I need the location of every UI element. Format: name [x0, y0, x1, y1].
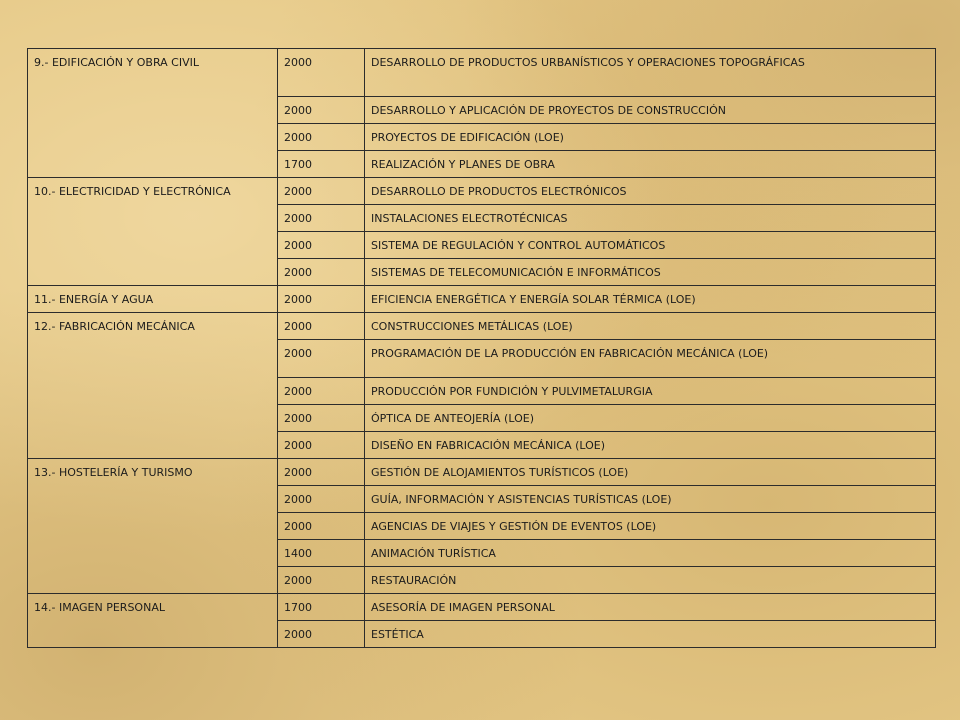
table-row [28, 459, 936, 486]
table-row [28, 178, 936, 205]
family-cell: 14.- IMAGEN PERSONAL [28, 594, 278, 648]
course-title-cell: GESTIÓN DE ALOJAMIENTOS TURÍSTICOS (LOE) [365, 459, 936, 486]
course-title-cell: EFICIENCIA ENERGÉTICA Y ENERGÍA SOLAR TÉRMICA (LOE) [365, 286, 936, 313]
family-cell: 10.- ELECTRICIDAD Y ELECTRÓNICA [28, 178, 278, 286]
course-title-cell: ÓPTICA DE ANTEOJERÍA (LOE) [365, 405, 936, 432]
course-title-cell: INSTALACIONES ELECTROTÉCNICAS [365, 205, 936, 232]
course-title-cell: GUÍA, INFORMACIÓN Y ASISTENCIAS TURÍSTICAS (LOE) [365, 486, 936, 513]
table-row [28, 49, 936, 97]
hours-cell: 2000 [278, 459, 365, 486]
family-cell: 9.- EDIFICACIÓN Y OBRA CIVIL [28, 49, 278, 178]
course-title-cell: SISTEMA DE REGULACIÓN Y CONTROL AUTOMÁTICOS [365, 232, 936, 259]
courses-table [27, 48, 936, 648]
hours-cell: 2000 [278, 232, 365, 259]
course-title-cell: AGENCIAS DE VIAJES Y GESTIÓN DE EVENTOS (LOE) [365, 513, 936, 540]
table-row [28, 594, 936, 621]
hours-cell: 2000 [278, 621, 365, 648]
hours-cell: 2000 [278, 405, 365, 432]
course-title-cell: SISTEMAS DE TELECOMUNICACIÓN E INFORMÁTICOS [365, 259, 936, 286]
hours-cell: 2000 [278, 486, 365, 513]
course-title-cell: REALIZACIÓN Y PLANES DE OBRA [365, 151, 936, 178]
table-row [28, 286, 936, 313]
course-title-cell: ASESORÍA DE IMAGEN PERSONAL [365, 594, 936, 621]
hours-cell: 1400 [278, 540, 365, 567]
hours-cell: 2000 [278, 178, 365, 205]
hours-cell: 2000 [278, 286, 365, 313]
hours-cell: 2000 [278, 259, 365, 286]
family-cell: 13.- HOSTELERÍA Y TURISMO [28, 459, 278, 594]
hours-cell: 2000 [278, 49, 365, 97]
course-title-cell: CONSTRUCCIONES METÁLICAS (LOE) [365, 313, 936, 340]
hours-cell: 2000 [278, 513, 365, 540]
course-title-cell: DISEÑO EN FABRICACIÓN MECÁNICA (LOE) [365, 432, 936, 459]
course-title-cell: PROYECTOS DE EDIFICACIÓN (LOE) [365, 124, 936, 151]
course-title-cell: DESARROLLO DE PRODUCTOS ELECTRÓNICOS [365, 178, 936, 205]
table-row [28, 313, 936, 340]
course-title-cell: ESTÉTICA [365, 621, 936, 648]
course-title-cell: RESTAURACIÓN [365, 567, 936, 594]
hours-cell: 2000 [278, 378, 365, 405]
hours-cell: 2000 [278, 124, 365, 151]
hours-cell: 2000 [278, 313, 365, 340]
family-cell: 12.- FABRICACIÓN MECÁNICA [28, 313, 278, 459]
hours-cell: 2000 [278, 567, 365, 594]
hours-cell: 2000 [278, 340, 365, 378]
course-title-cell: DESARROLLO Y APLICACIÓN DE PROYECTOS DE CONSTRUCCIÓN [365, 97, 936, 124]
course-title-cell: PROGRAMACIÓN DE LA PRODUCCIÓN EN FABRICACIÓN MECÁNICA (LOE) [365, 340, 936, 378]
hours-cell: 2000 [278, 97, 365, 124]
hours-cell: 2000 [278, 432, 365, 459]
hours-cell: 1700 [278, 151, 365, 178]
course-title-cell: DESARROLLO DE PRODUCTOS URBANÍSTICOS Y OPERACIONES TOPOGRÁFICAS [365, 49, 936, 97]
hours-cell: 2000 [278, 205, 365, 232]
courses-table-body [28, 49, 936, 648]
hours-cell: 1700 [278, 594, 365, 621]
family-cell: 11.- ENERGÍA Y AGUA [28, 286, 278, 313]
course-title-cell: ANIMACIÓN TURÍSTICA [365, 540, 936, 567]
course-title-cell: PRODUCCIÓN POR FUNDICIÓN Y PULVIMETALURGIA [365, 378, 936, 405]
